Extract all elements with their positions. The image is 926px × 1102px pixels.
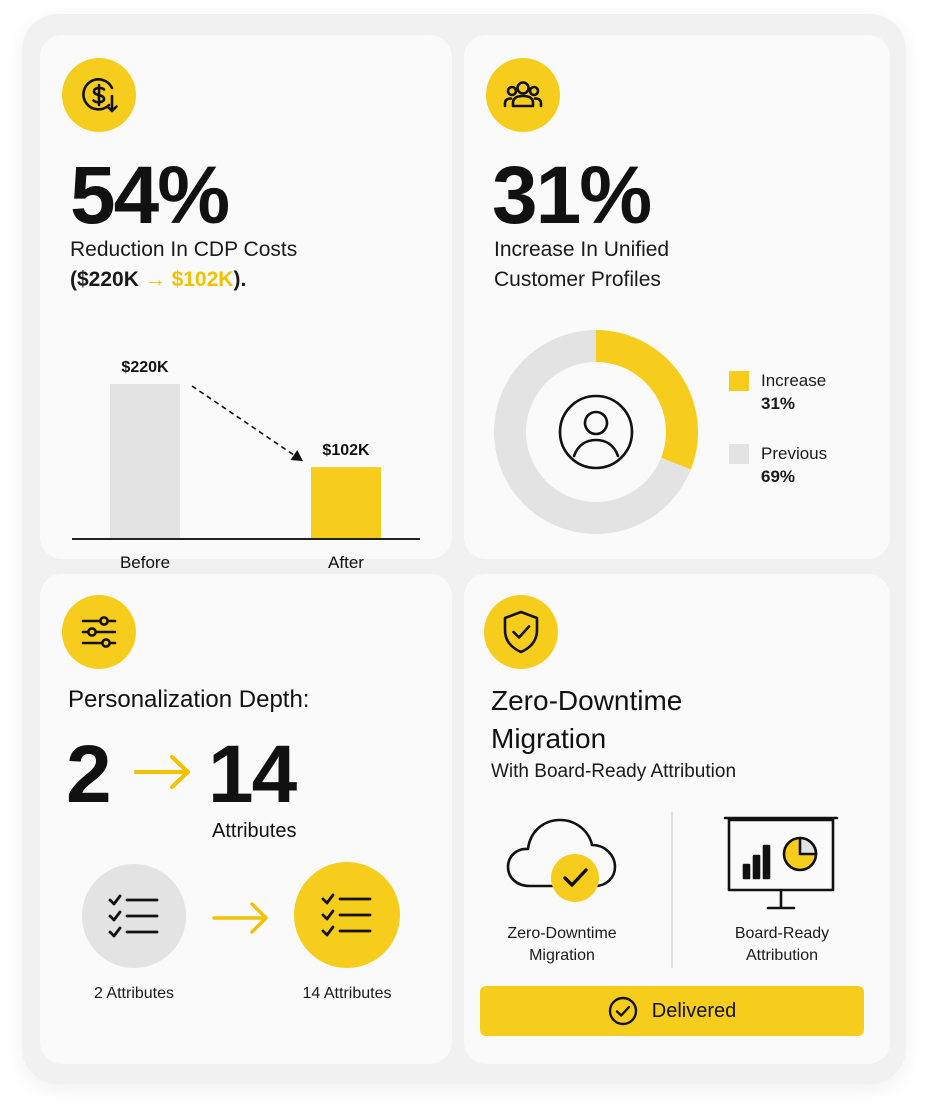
profiles-label-line1: Increase In Unified bbox=[494, 238, 670, 261]
profiles-label bbox=[494, 235, 864, 295]
cost-reduction-label bbox=[70, 235, 440, 295]
section-divider bbox=[671, 812, 673, 968]
to-attributes-caption: 14 Attributes bbox=[302, 985, 392, 1002]
attribution-item-caption bbox=[702, 923, 862, 967]
unified-profiles-card bbox=[464, 35, 890, 559]
delivered-status-label: Delivered bbox=[651, 999, 737, 1022]
cost-arrow-text: → bbox=[144, 268, 166, 291]
legend-previous-value: 69% bbox=[761, 467, 796, 486]
bar-category-label: Before bbox=[119, 553, 171, 572]
close-paren: ). bbox=[233, 268, 247, 291]
open-paren: ( bbox=[70, 268, 77, 291]
migration-item-caption bbox=[482, 923, 642, 967]
before-cost-text: $220K bbox=[77, 268, 139, 291]
legend-increase-value: 31% bbox=[761, 394, 796, 413]
personalization-to-value: 14 bbox=[208, 729, 296, 820]
personalization-arrow-icon bbox=[132, 752, 194, 797]
migration-card bbox=[464, 574, 890, 1064]
cloud-check-icon bbox=[504, 814, 620, 913]
profiles-increase-value: 31% bbox=[492, 150, 651, 241]
personalization-unit: Attributes bbox=[212, 820, 297, 842]
check-circle-icon bbox=[608, 996, 638, 1026]
checklist-icon bbox=[294, 862, 400, 968]
migration-item-line2: Migration bbox=[529, 947, 595, 964]
bar-category-label: After bbox=[328, 553, 364, 572]
users-icon bbox=[486, 58, 560, 132]
shield-check-icon bbox=[484, 595, 558, 669]
delivered-status-badge bbox=[480, 986, 864, 1036]
trend-arrow bbox=[192, 386, 297, 457]
presentation-chart-icon bbox=[722, 814, 840, 919]
profiles-label-line2: Customer Profiles bbox=[494, 268, 661, 291]
cost-reduction-value: 54% bbox=[70, 150, 229, 241]
legend-previous bbox=[761, 442, 827, 488]
legend-increase bbox=[761, 369, 826, 415]
bar-before bbox=[110, 384, 180, 539]
attribution-item-line2: Attribution bbox=[745, 947, 819, 964]
legend-previous-name: Previous bbox=[761, 444, 828, 463]
cost-reduction-label-line2 bbox=[70, 265, 440, 295]
cost-bar-chart bbox=[40, 305, 452, 572]
sliders-icon bbox=[62, 595, 136, 669]
migration-title-line2: Migration bbox=[491, 723, 607, 754]
after-cost-text: $102K bbox=[171, 268, 234, 291]
bar-value-label: $220K bbox=[121, 359, 169, 376]
migration-item-line1: Zero-Downtime bbox=[507, 925, 617, 942]
legend-swatch-increase bbox=[729, 371, 749, 391]
bar-value-label: $102K bbox=[322, 442, 370, 460]
attribution-item-line1: Board-Ready bbox=[734, 925, 830, 942]
cost-reduction-card bbox=[40, 35, 452, 572]
migration-subtitle: With Board-Ready Attribution bbox=[491, 761, 737, 782]
user-icon bbox=[557, 393, 635, 471]
arrow-right-icon bbox=[210, 900, 272, 941]
bar-after bbox=[311, 467, 381, 539]
personalization-title: Personalization Depth: bbox=[68, 686, 310, 713]
migration-title bbox=[491, 682, 682, 758]
personalization-from-value: 2 bbox=[66, 729, 110, 820]
checklist-icon bbox=[82, 864, 186, 968]
trend-arrowhead bbox=[291, 450, 303, 461]
legend-increase-name: Increase bbox=[761, 371, 827, 390]
from-attributes-caption: 2 Attributes bbox=[93, 985, 175, 1002]
legend-swatch-previous bbox=[729, 444, 749, 464]
cost-reduction-label-line1: Reduction In CDP Costs bbox=[70, 238, 298, 261]
migration-title-line1: Zero-Downtime bbox=[491, 685, 683, 716]
dollar-down-icon bbox=[62, 58, 136, 132]
personalization-card bbox=[40, 574, 452, 1064]
